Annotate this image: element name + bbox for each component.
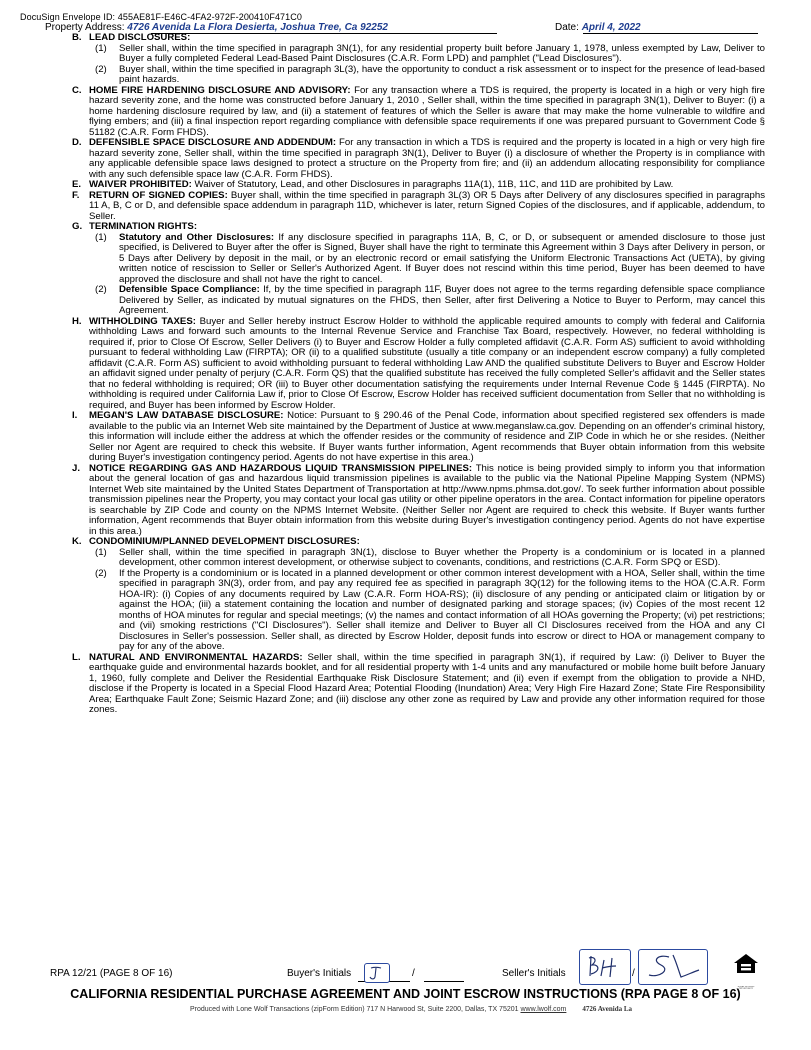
- buyer-initials-label: Buyer's Initials: [287, 968, 352, 979]
- buyer-initial-1-box[interactable]: [364, 963, 390, 983]
- item-text: Seller shall, within the time specified in paragraph 3N(1), for any residential property built before January 1, 1978, unless exempted by Law, Deliver to Buyer a fully completed Federal Lead-Based Paint Disclosures (C.A.R. Form LPD) and pamphlet ("Lead Disclosures").: [119, 42, 765, 64]
- item-number: (1): [95, 42, 107, 54]
- section-letter: D.: [72, 137, 82, 148]
- seller-initial-2-signature: [639, 950, 707, 984]
- section-letter: H.: [72, 315, 82, 327]
- section-text: For any transaction in which a TDS is required and the property is located in a high or very high fire hazard severity zone, Seller shall, within the time specified in paragraph 3N(1), Deliver to Buyer (i) a disclosure of whether the Property is in compliance with any applicable defensible space laws designed to protect a structure on the Property from fire; and (ii) an addendum allocating responsibility for compliance with any such defensible space law (C.A.R. Form FHDS).: [89, 137, 765, 180]
- section-letter: L.: [72, 651, 81, 663]
- section-l-natural-hazards: [50, 653, 765, 716]
- section-f-return-signed-copies: [50, 191, 765, 223]
- date-field: [555, 22, 641, 33]
- section-title: CONDOMINIUM/PLANNED DEVELOPMENT DISCLOSURES:: [89, 536, 360, 547]
- section-d-defensible-space: [50, 138, 765, 180]
- item-text: If the Property is a condominium or is located in a planned development or other common interest development with a HOA, Seller shall, within the time specified in paragraph 3N(3), order from, and pay any required fee as specified in paragraph 3Q(12) for the following items to the HOA (C.A.R. Form HOA-IR): (i) Copies of any documents required by Law (C.A.R. Form HOA-RS); (ii) disclosure of any pending or anticipated claim or litigation by or against the HOA; (iii) a statement containing the location and number of designated parking and storage spaces; (iv) Copies of the most recent 12 months of HOA minutes for regular and special meetings; (v) the names and contact information of all HOAs governing the Property; (vi) pet restrictions; and (vii) smoking restrictions ("CI Disclosures"). Seller shall itemize and Deliver to Buyer all CI Disclosures received from the HOA and any CI Disclosures in Seller's possession. Seller shall, as directed by Escrow Holder, deposit funds into escrow or direct to HOA or management company to pay for any of the above.: [119, 567, 765, 652]
- form-page-id: RPA 12/21 (PAGE 8 OF 16): [50, 968, 173, 979]
- item-text: Seller shall, within the time specified in paragraph 3N(1), disclose to Buyer whether the Property is a condominium or is located in a planned development, other common interest development, or otherwise subject to covenants, conditions, and restrictions (C.A.R. Form SPQ or ESD).: [119, 546, 765, 568]
- seller-initials-label: Seller's Initials: [502, 968, 566, 979]
- docusign-envelope-id: DocuSign Envelope ID: 455AE81F-E46C-4FA2-972F-200410F471C0: [20, 12, 302, 22]
- equal-housing-logo: [731, 951, 761, 989]
- section-title: DEFENSIBLE SPACE DISCLOSURE AND ADDENDUM:: [89, 137, 337, 148]
- item-text: If, by the time specified in paragraph 11F, Buyer does not agree to the terms regarding defensible space compliance Delivered by Seller, as indicated by mutual signatures on the FHDS, then Seller, after first Delivering a Notice to Buyer to Perform, may cancel this Agreement.: [119, 284, 765, 316]
- section-text: Waiver of Statutory, Lead, and other Disclosures in paragraphs 11A(1), 11B, 11C, and 11D are prohibited by Law.: [194, 179, 674, 190]
- buyer-initials-separator: /: [412, 968, 415, 979]
- section-i-megans-law: [50, 411, 765, 464]
- section-text: For any transaction where a TDS is required, the property is located in a high or very high fire hazard severity zone, and the home was constructed before January 1, 2010 , Seller shall, within the time specified in paragraph 3N(1), Deliver to Buyer: (i) a home hardening disclosure required by law, and (ii) a statement of features of which the Seller is aware that may make the home vulnerable to wildfire and flying embers; and (iii) a final inspection report regarding compliance with defensible space requirements if one was prepared pursuant to Government Code § 51182 (C.A.R. Form FHDS).: [89, 84, 766, 138]
- section-title: HOME FIRE HARDENING DISCLOSURE AND ADVISORY:: [89, 84, 351, 96]
- section-b-lead-disclosures: [50, 33, 765, 86]
- section-b-item-2: [89, 65, 765, 86]
- document-body: [50, 33, 765, 716]
- section-b-item-1: [89, 44, 765, 65]
- section-g-item-1: [89, 233, 765, 286]
- equal-housing-icon: [731, 951, 761, 981]
- section-j-pipelines: [50, 464, 765, 538]
- section-text: Buyer shall, within the time specified in paragraph 3L(3) OR 5 Days after Delivery of any disclosures specified in paragraphs 11 A, B, C or D, and defensible space addendum in paragraph 11D, whichever is later, return Signed Copies of the disclosures, and if applicable, addendum, to Seller.: [89, 189, 765, 222]
- section-title: WAIVER PROHIBITED:: [89, 179, 192, 190]
- equal-housing-label: EQUAL HOUSING OPPORTUNITY: [737, 986, 755, 989]
- property-address-label: Property Address:: [45, 22, 125, 33]
- section-text: Buyer and Seller hereby instruct Escrow Holder to withhold the applicable required amounts to comply with federal and California withholding Laws and forward such amounts to the Internal Revenue Service and Franchise Tax Board, respectively. However, no federal withholding is required if, prior to Close Of Escrow, Seller Delivers (i) to Buyer and Escrow Holder a fully completed affidavit (C.A.R. Form AS) sufficient to avoid withholding pursuant to federal withholding Law (FIRPTA); OR (ii) to a qualified substitute (usually a title company or an independent escrow company) a fully completed affidavit (C.A.R. Form AS) sufficient to avoid withholding pursuant to federal withholding Law AND the qualified substitute Delivers to Buyer and Escrow Holder an affidavit signed under penalty of perjury (C.A.R. Form QS) that the qualified substitute has received the fully completed Seller's affidavit and the Seller states that no federal withholding is required; OR (iii) to Buyer other documentation satisfying the requirements under Internal Revenue Code § 1445 (FIRPTA). No withholding is required under California Law if, prior to Close Of Escrow, Escrow Holder has received sufficient documentation from Seller that no withholding is required, and Buyer has been informed by Escrow Holder.: [89, 315, 765, 411]
- section-letter: K.: [72, 536, 82, 547]
- property-short-name: 4726 Avenida La: [582, 1005, 632, 1013]
- produced-by-line: [190, 1005, 632, 1013]
- section-title: NATURAL AND ENVIRONMENTAL HAZARDS:: [89, 651, 303, 663]
- item-number: (2): [95, 567, 107, 579]
- section-text: Notice: Pursuant to § 290.46 of the Penal Code, information about specified registered sex offenders is made available to the public via an Internet Web site maintained by the Department of Justice at www.meganslaw.ca.gov. Depending on an offender's criminal history, this information will include either the address at which the offender resides or the community of residence and ZIP Code in which he or she resides. (Neither Seller nor Agent are required to check this website. If Buyer wants further information, Agent recommends that Buyer obtain information from this website during Buyer's investigation contingency period. Agents do not have expertise in this area.): [89, 410, 766, 463]
- date-label: Date:: [555, 22, 579, 33]
- section-text: This notice is being provided simply to inform you that information about the general location of gas and hazardous liquid transmission pipelines is available to the public via the National Pipeline Mapping System (NPMS) Internet Web site maintained by the United States Department of Transportation at http://www.npms.phmsa.dot.gov/. To seek further information about possible transmission pipelines near the Property, you may contact your local gas utility or other pipeline operators in the area. Contact information for pipeline operators is searchable by ZIP Code and county on the NPMS Internet Website. (Neither Seller nor Agent are required to check this website. If Buyer wants further information, Agent recommends that Buyer obtain information from this website during Buyer's investigation contingency period. Agents do not have expertise in this area.): [89, 462, 766, 537]
- item-title: Defensible Space Compliance:: [119, 284, 260, 295]
- section-text: Seller shall, within the time specified in paragraph 3N(1), if required by Law: (i) Deliver to Buyer the earthquake guide and environmental hazards booklet, and for all residential property with 1-4 units and any manufactured or mobile home built before January 1, 1960, fully complete and Deliver the Residential Earthquake Risk Disclosure Statement; and (ii) even if exempt from the obligation to provide a NHD, disclose if the Property is located in a Special Flood Hazard Area; Potential Flooding (Inundation) Area; Very High Fire Hazard Zone; State Fire Responsibility Area; Earthquake Fault Zone; Seismic Hazard Zone; and (iii) disclose any other zone as required by Law and provide any other information required for those zones.: [89, 651, 765, 715]
- seller-initial-2-box[interactable]: [638, 949, 708, 985]
- item-number: (1): [95, 546, 107, 558]
- section-title: RETURN OF SIGNED COPIES:: [89, 189, 228, 201]
- section-title: TERMINATION RIGHTS:: [89, 221, 198, 232]
- buyer-initial-2-line[interactable]: [424, 980, 464, 982]
- section-letter: E.: [72, 179, 82, 190]
- section-g-item-2: [89, 285, 765, 317]
- section-title: LEAD DISCLOSURES:: [89, 32, 191, 43]
- item-title: Statutory and Other Disclosures:: [119, 231, 275, 243]
- section-g-termination-rights: [50, 222, 765, 317]
- section-k-item-2: [89, 569, 765, 653]
- property-address-value[interactable]: 4726 Avenida La Flora Desierta, Joshua Tree, Ca 92252: [127, 22, 388, 33]
- seller-initial-1-box[interactable]: [579, 949, 631, 985]
- section-letter: C.: [72, 84, 82, 96]
- produced-by-text: Produced with Lone Wolf Transactions (zipForm Edition) 717 N Harwood St, Suite 2200, Dallas, TX 75201: [190, 1006, 519, 1013]
- section-title: NOTICE REGARDING GAS AND HAZARDOUS LIQUID TRANSMISSION PIPELINES:: [89, 462, 473, 474]
- item-number: (2): [95, 284, 107, 295]
- seller-initial-1-signature: [580, 950, 630, 984]
- section-title: MEGAN'S LAW DATABASE DISCLOSURE:: [89, 410, 284, 421]
- section-letter: I.: [72, 410, 78, 421]
- form-main-title: CALIFORNIA RESIDENTIAL PURCHASE AGREEMENT AND JOINT ESCROW INSTRUCTIONS (RPA PAGE 8 OF 16): [70, 987, 741, 1001]
- section-letter: J.: [72, 462, 81, 474]
- lwolf-link[interactable]: www.lwolf.com: [520, 1006, 567, 1013]
- section-letter: G.: [72, 221, 83, 232]
- section-title: WITHHOLDING TAXES:: [89, 315, 196, 327]
- item-text: Buyer shall, within the time specified in paragraph 3L(3), have the opportunity to conduct a risk assessment or to inspect for the presence of lead-based paint hazards.: [119, 63, 765, 85]
- item-number: (2): [95, 63, 107, 75]
- section-letter: F.: [72, 189, 80, 201]
- date-value[interactable]: April 4, 2022: [581, 22, 641, 33]
- item-text: If any disclosure specified in paragraphs 11A, B, C, or D, or subsequent or amended disclosure to those just specified, is Delivered to Buyer after the offer is Signed, Buyer shall have the right to terminate this Agreement within 3 Days after Delivery in person, or 5 Days after Delivery by deposit in the mail, or by an electronic record or email satisfying the Uniform Electronic Transactions Act (UETA), by giving written notice of rescission to Seller or Seller's Authorized Agent. If Buyer does not rescind within this time period, Buyer has been deemed to have approved the disclosure and shall not have the right to cancel.: [119, 231, 765, 285]
- seller-initials-separator: /: [632, 968, 635, 979]
- buyer-initial-1-signature: [365, 964, 389, 982]
- section-letter: B.: [72, 32, 82, 43]
- item-number: (1): [95, 231, 107, 243]
- section-k-condominium: [50, 537, 765, 653]
- section-k-item-1: [89, 548, 765, 569]
- section-h-withholding-taxes: [50, 317, 765, 412]
- section-c-fire-hardening: [50, 86, 765, 139]
